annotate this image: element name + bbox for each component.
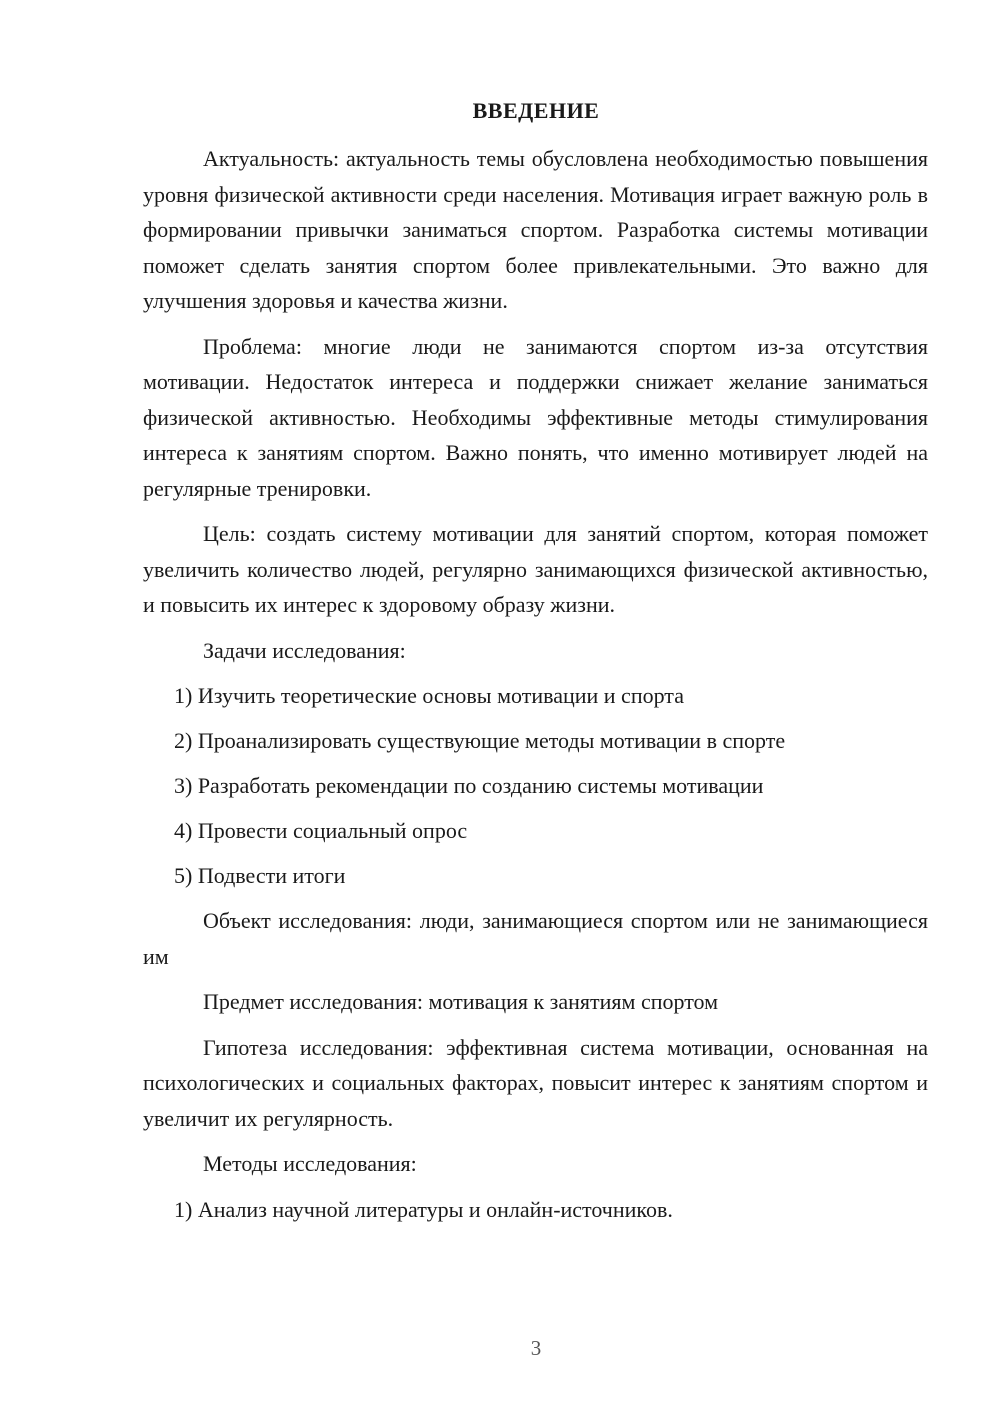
object-paragraph: Объект исследования: люди, занимающиеся спортом или не занимающиеся им bbox=[143, 908, 928, 969]
tasks-heading: Задачи исследования: bbox=[203, 637, 406, 663]
relevance-paragraph: Актуальность: актуальность темы обусловлена необходимостью повышения уровня физической активности среди населения. Мотивация играет важную роль в формировании привычки заниматься спортом. Разработка системы мотивации поможет сделать занятия спортом более привлекательными. Это важно для улучшения здоровья и качества жизни. bbox=[143, 146, 928, 313]
task-item-3: 3) Разработать рекомендации по созданию системы мотивации bbox=[174, 773, 764, 799]
method-item-1: 1) Анализ научной литературы и онлайн-источников. bbox=[174, 1196, 673, 1222]
subject-paragraph: Предмет исследования: мотивация к занятиям спортом bbox=[203, 989, 719, 1015]
page-number: 3 bbox=[530, 1336, 542, 1360]
task-item-4: 4) Провести социальный опрос bbox=[174, 818, 468, 844]
section-title: ВВЕДЕНИЕ bbox=[472, 98, 600, 123]
methods-heading: Методы исследования: bbox=[203, 1151, 417, 1177]
task-item-2: 2) Проанализировать существующие методы мотивации в спорте bbox=[174, 728, 786, 754]
document-body bbox=[143, 141, 928, 1237]
problem-paragraph: Проблема: многие люди не занимаются спортом из-за отсутствия мотивации. Недостаток интереса и поддержки снижает желание заниматься физической активностью. Необходимы эффективные методы стимулирования интереса к занятиям спортом. Важно понять, что именно мотивирует людей на регулярные тренировки. bbox=[143, 333, 928, 501]
task-item-1: 1) Изучить теоретические основы мотивации и спорта bbox=[174, 683, 684, 708]
task-item-5: 5) Подвести итоги bbox=[174, 863, 346, 889]
hypothesis-paragraph: Гипотеза исследования: эффективная система мотивации, основанная на психологических и социальных факторах, повысит интерес к занятиям спортом и увеличит их регулярность. bbox=[143, 1034, 928, 1131]
goal-paragraph: Цель: создать систему мотивации для занятий спортом, которая поможет увеличить количество людей, регулярно занимающихся физической активностью, и повысить их интерес к здоровому образу жизни. bbox=[143, 521, 928, 617]
